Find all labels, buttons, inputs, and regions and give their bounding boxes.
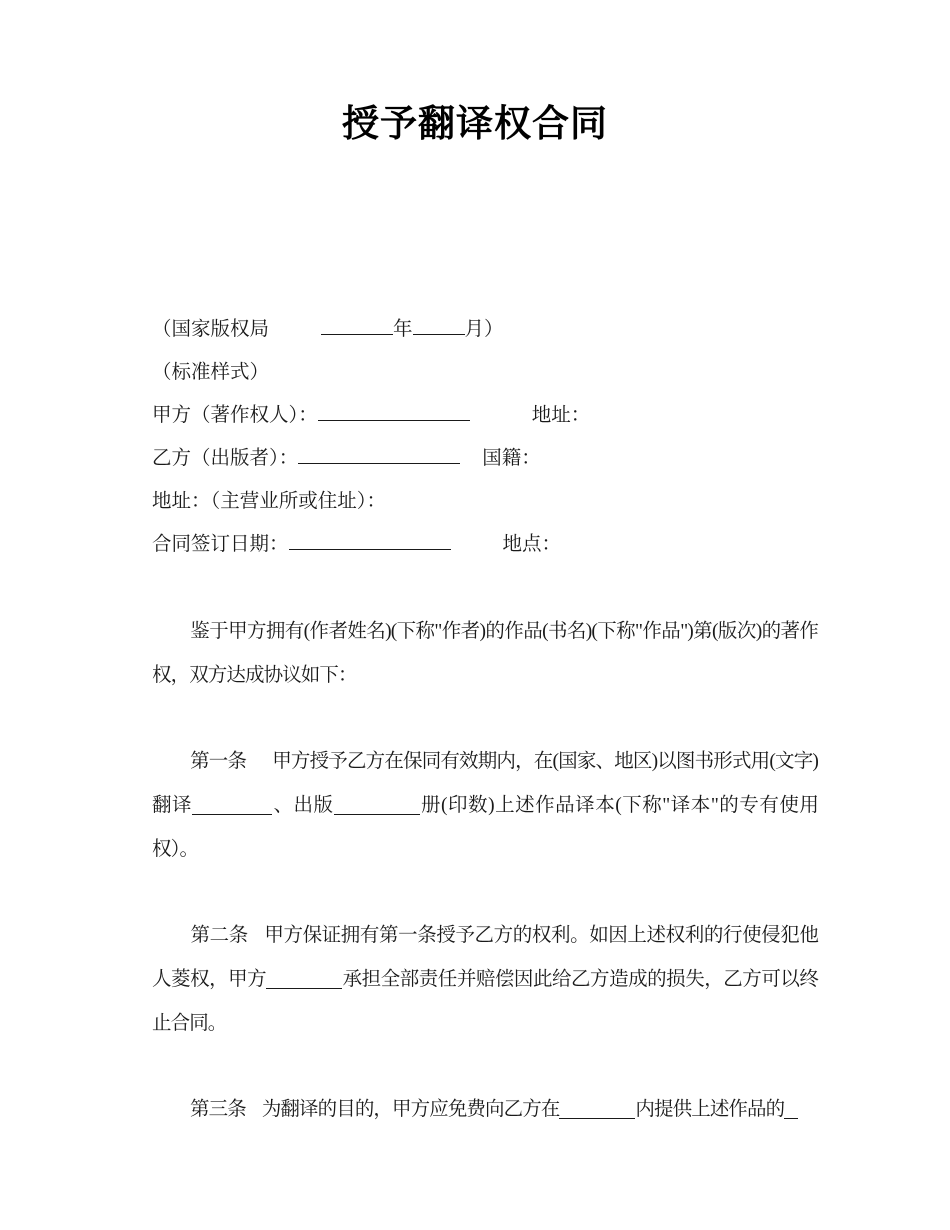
article-1-text-2: 、出版 xyxy=(272,795,334,816)
party-b-nationality-label: 国籍： xyxy=(482,448,541,469)
spacer xyxy=(152,566,818,610)
article-2-text-1: 甲方保证拥有第一条授予乙方的权利。如因上述权利的行使侵犯他人菱权，甲方 xyxy=(152,925,818,990)
authority-month-blank[interactable] xyxy=(413,314,465,335)
article-1-blank-1[interactable] xyxy=(192,793,272,814)
signing-place-label: 地点： xyxy=(502,534,562,555)
document-title: 授予翻译权合同 xyxy=(342,102,608,145)
article-1-blank-2[interactable] xyxy=(334,793,420,814)
month-label: 月） xyxy=(464,319,504,340)
article-1-text-1: 甲方授予乙方在保同有效期内，在(国家、地区)以图书形式用(文字)翻译 xyxy=(152,751,818,816)
article-2-blank-1[interactable] xyxy=(266,967,342,988)
article-3-trailing-blank[interactable] xyxy=(784,1097,798,1118)
address-line: 地址：（主营业所或住址）： xyxy=(152,491,387,512)
article-3 xyxy=(152,1088,818,1132)
article-3-text-2: 内提供上述作品的 xyxy=(635,1099,785,1120)
party-a-line xyxy=(152,394,818,437)
article-1 xyxy=(152,740,818,872)
spacer xyxy=(152,698,818,740)
spacer xyxy=(152,872,818,914)
article-3-text-1: 为翻译的目的，甲方应免费向乙方在 xyxy=(261,1099,560,1120)
party-b-label: 乙方（出版者）： xyxy=(152,448,299,469)
signing-date-line xyxy=(152,523,818,566)
article-3-number: 第三条 xyxy=(190,1099,246,1120)
party-b-line xyxy=(152,437,818,480)
article-1-number: 第一条 xyxy=(190,751,247,772)
preamble-paragraph xyxy=(152,610,818,698)
article-2-text-2: 承担全部责任并赔偿因此给乙方造成的损失，乙方可以终止合同。 xyxy=(152,969,818,1034)
authority-year-blank[interactable] xyxy=(321,314,393,335)
year-label: 年 xyxy=(393,319,413,340)
authority-line xyxy=(152,308,818,351)
party-b-blank[interactable] xyxy=(298,443,460,464)
article-2-number: 第二条 xyxy=(190,925,248,946)
document-body xyxy=(152,308,818,1132)
article-2 xyxy=(152,914,818,1046)
preamble-text: 鉴于甲方拥有(作者姓名)(下称"作者)的作品(书名)(下称"作品")第(版次)的著作权，双方达成协议如下： xyxy=(152,621,818,686)
party-a-label: 甲方（著作权人）： xyxy=(152,405,318,426)
signing-date-blank[interactable] xyxy=(289,529,451,550)
article-3-blank-1[interactable] xyxy=(559,1097,635,1118)
spacer xyxy=(152,1046,818,1088)
authority-label: （国家版权局 xyxy=(152,319,270,340)
party-a-address-label: 地址： xyxy=(531,405,591,426)
article-1-text-3: 册(印数)上述作品译本(下称"译本"的专有使用权）。 xyxy=(152,795,819,860)
party-a-blank[interactable] xyxy=(318,400,470,421)
signing-date-label: 合同签订日期： xyxy=(152,534,289,555)
style-note-line: （标准样式） xyxy=(152,362,270,383)
